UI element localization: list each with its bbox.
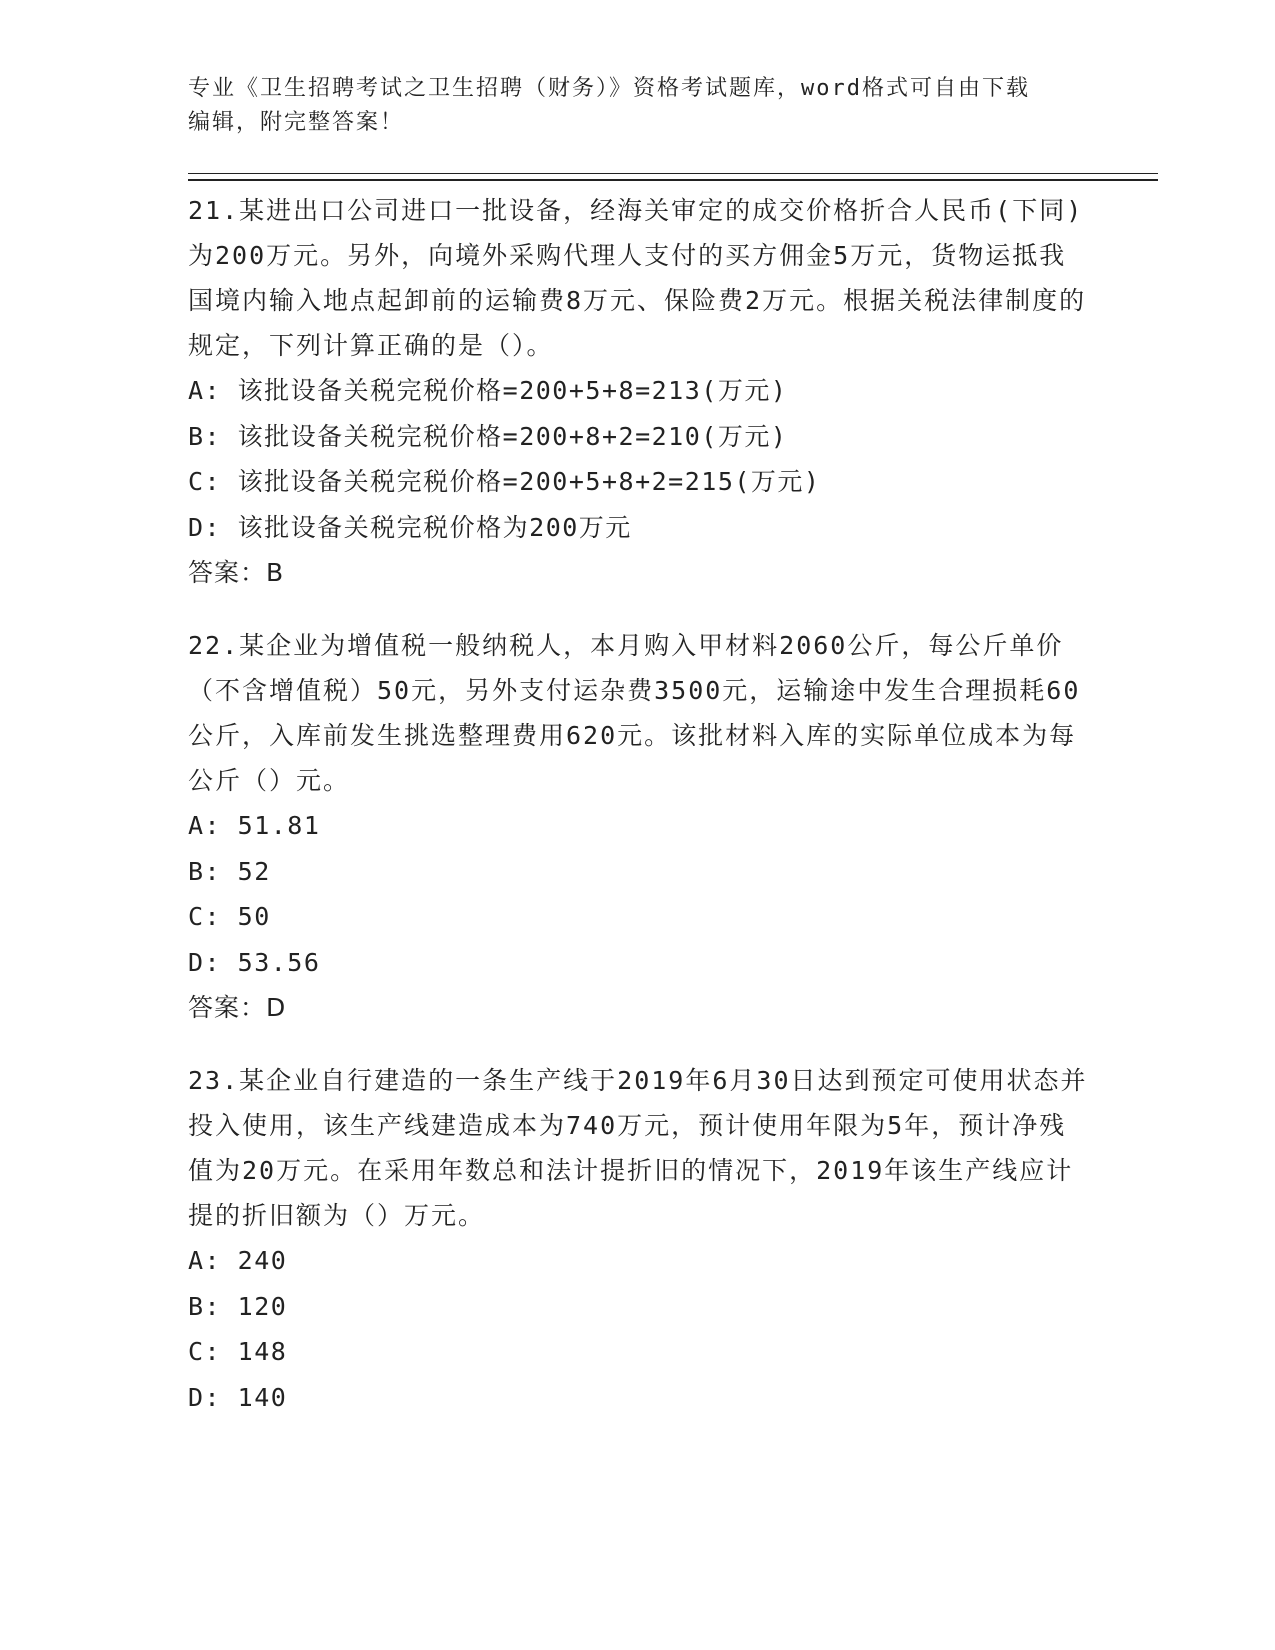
question-21 [188,188,1088,595]
option-c: C: 50 [188,902,271,931]
option-a: A: 51.81 [188,811,321,840]
question-text: 23.某企业自行建造的一条生产线于2019年6月30日达到预定可使用状态并投入使用，该生产线建造成本为740万元，预计使用年限为5年，预计净残值为20万元。在采用年数总和法计提折旧的情况下，2019年该生产线应计提的折旧额为（）万元。 [188,1066,1088,1230]
option-d: D: 该批设备关税完税价格为200万元 [188,512,632,542]
answer-text: 答案：D [188,993,287,1022]
option-c: C: 该批设备关税完税价格=200+5+8+2=215(万元) [188,467,821,496]
question-23 [188,1058,1088,1420]
option-d: D: 53.56 [188,947,321,977]
option-c: C: 148 [188,1337,288,1366]
option-b: B: 52 [188,856,271,886]
question-text: 22.某企业为增值税一般纳税人，本月购入甲材料2060公斤，每公斤单价（不含增值税）50元，另外支付运杂费3500元，运输途中发生合理损耗60公斤，入库前发生挑选整理费用620元。该批材料入库的实际单位成本为每公斤（）元。 [188,631,1081,795]
header-line-2: 编辑，附完整答案！ [188,110,405,135]
document-header [188,72,1088,140]
option-d: D: 140 [188,1382,288,1412]
header-line-1: 专业《卫生招聘考试之卫生招聘（财务）》资格考试题库，word格式可自由下载 [188,76,1030,101]
option-a: A: 该批设备关税完税价格=200+5+8=213(万元) [188,376,788,405]
question-22 [188,623,1088,1030]
option-a: A: 240 [188,1246,288,1275]
question-text: 21.某进出口公司进口一批设备，经海关审定的成交价格折合人民币(下同)为200万元。另外，向境外采购代理人支付的买方佣金5万元，货物运抵我国境内输入地点起卸前的运输费8万元、保险费2万元。根据关税法律制度的规定，下列计算正确的是（）。 [188,196,1087,360]
option-b: B: 120 [188,1291,288,1321]
option-b: B: 该批设备关税完税价格=200+8+2=210(万元) [188,421,788,451]
header-divider-thin [188,173,1158,174]
answer-text: 答案：B [188,558,285,587]
header-divider-thick [188,179,1158,181]
